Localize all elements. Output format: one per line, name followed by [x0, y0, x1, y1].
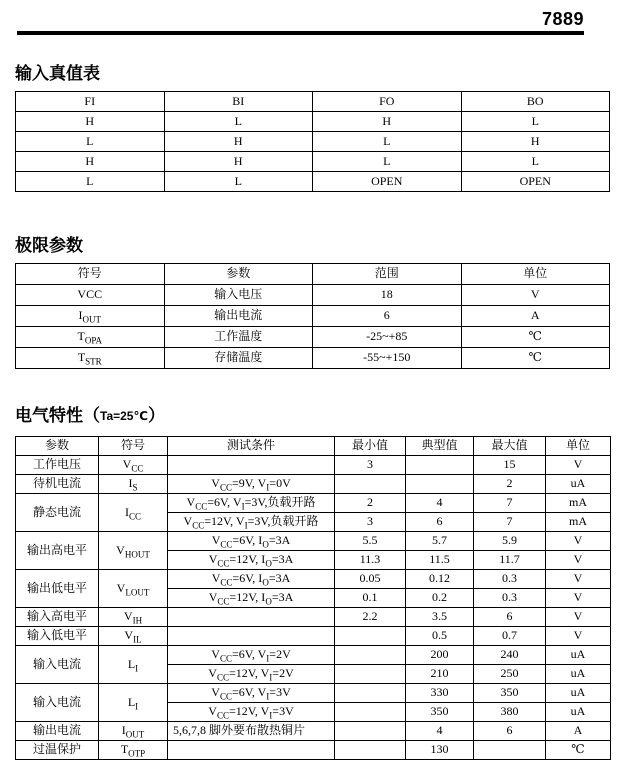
table-cell: L	[164, 172, 313, 192]
table-cell: -55~+150	[313, 348, 462, 369]
electrical-characteristics-table	[15, 436, 611, 760]
header-rule	[17, 31, 584, 35]
table-cell: 输出高电平	[16, 532, 99, 570]
table-cell: 工作电压	[16, 456, 99, 475]
table-cell: 输入电流	[16, 684, 99, 722]
electrical-title-text: 电气特性	[15, 406, 83, 425]
table-header-cell: 最小值	[335, 437, 406, 456]
table-row	[16, 112, 610, 132]
table-cell: 200	[406, 646, 474, 665]
table-cell: V	[546, 456, 611, 475]
table-cell: 输出低电平	[16, 570, 99, 608]
table-cell: uA	[546, 475, 611, 494]
table-row	[16, 684, 611, 703]
table-cell: 0.1	[335, 589, 406, 608]
table-header-cell: 最大值	[474, 437, 546, 456]
table-cell: $L_I$	[99, 646, 168, 684]
table-header-cell: 单位	[461, 264, 610, 285]
table-cell: $T_{OTP}$	[99, 741, 168, 760]
table-cell: A	[546, 722, 611, 741]
table-cell: 待机电流	[16, 475, 99, 494]
table-cell: ℃	[461, 327, 610, 348]
table-cell: H	[313, 112, 462, 132]
table-row	[16, 722, 611, 741]
table-cell: 350	[474, 684, 546, 703]
table-cell: 输入电流	[16, 646, 99, 684]
table-cell: 静态电流	[16, 494, 99, 532]
table-cell: 6	[406, 513, 474, 532]
table-header-row	[16, 92, 610, 112]
table-cell	[335, 684, 406, 703]
table-cell: 0.3	[474, 589, 546, 608]
table-cell: $I_{OUT}$	[99, 722, 168, 741]
table-cell: 过温保护	[16, 741, 99, 760]
electrical-paren-close: ）	[148, 406, 165, 425]
table-cell: 5.9	[474, 532, 546, 551]
limit-table-head	[16, 264, 610, 285]
table-cell: 0.12	[406, 570, 474, 589]
table-cell: 240	[474, 646, 546, 665]
table-cell: 7	[474, 513, 546, 532]
table-cell	[168, 608, 335, 627]
table-header-cell: 符号	[99, 437, 168, 456]
table-cell: $V_{IL}$	[99, 627, 168, 646]
table-cell: 250	[474, 665, 546, 684]
table-row	[16, 152, 610, 172]
table-cell: 11.5	[406, 551, 474, 570]
table-cell	[335, 646, 406, 665]
table-header-cell: 范围	[313, 264, 462, 285]
electrical-condition-note: Ta=25℃	[100, 409, 148, 423]
table-cell: OPEN	[313, 172, 462, 192]
table-cell: 6	[474, 608, 546, 627]
table-cell: 4	[406, 494, 474, 513]
table-header-cell: BO	[461, 92, 610, 112]
table-cell: L	[313, 152, 462, 172]
table-row	[16, 348, 610, 369]
table-cell	[406, 475, 474, 494]
table-cell: $I_{OUT}$	[16, 306, 165, 327]
table-cell: 11.7	[474, 551, 546, 570]
table-cell: 2	[335, 494, 406, 513]
table-header-cell: 单位	[546, 437, 611, 456]
section-title-limit-params: 极限参数	[15, 236, 83, 255]
truth-table-head	[16, 92, 610, 112]
table-cell: 5,6,7,8 脚外要布散热铜片	[168, 722, 335, 741]
table-cell: $V_{CC}=12V$, $I_O=3A$	[168, 551, 335, 570]
table-cell: uA	[546, 703, 611, 722]
table-row	[16, 494, 611, 513]
table-cell: 输出电流	[164, 306, 313, 327]
table-cell: 0.7	[474, 627, 546, 646]
table-cell: $V_{CC}=12V$, $V_I=3V$	[168, 703, 335, 722]
table-cell: 130	[406, 741, 474, 760]
elec-table-body	[16, 456, 611, 760]
table-cell: 15	[474, 456, 546, 475]
table-cell: 工作温度	[164, 327, 313, 348]
limit-params-table	[15, 263, 610, 369]
table-row	[16, 532, 611, 551]
table-cell: H	[164, 152, 313, 172]
table-cell	[335, 627, 406, 646]
table-cell: 6	[313, 306, 462, 327]
table-header-row	[16, 264, 610, 285]
table-cell: $V_{CC}=6V$, $V_I=3V$,负载开路	[168, 494, 335, 513]
table-row	[16, 608, 611, 627]
table-cell: $V_{HOUT}$	[99, 532, 168, 570]
table-cell: $V_{CC}=6V$, $V_I=2V$	[168, 646, 335, 665]
table-cell: 6	[474, 722, 546, 741]
table-cell: 11.3	[335, 551, 406, 570]
table-header-cell: 测试条件	[168, 437, 335, 456]
table-cell: $V_{LOUT}$	[99, 570, 168, 608]
table-cell: $V_{IH}$	[99, 608, 168, 627]
document-number: 7889	[541, 9, 584, 29]
table-cell: ℃	[461, 348, 610, 369]
table-cell: 4	[406, 722, 474, 741]
table-cell: 0.05	[335, 570, 406, 589]
table-cell: $T_{OPA}$	[16, 327, 165, 348]
table-row	[16, 570, 611, 589]
table-header-row	[16, 437, 611, 456]
table-cell: 210	[406, 665, 474, 684]
table-header-cell: 参数	[16, 437, 99, 456]
table-cell: 输出电流	[16, 722, 99, 741]
table-cell: L	[16, 172, 165, 192]
table-cell: $L_I$	[99, 684, 168, 722]
table-header-cell: 符号	[16, 264, 165, 285]
table-row	[16, 456, 611, 475]
table-cell: 3	[335, 456, 406, 475]
table-row	[16, 646, 611, 665]
table-header-cell: FO	[313, 92, 462, 112]
table-cell: $V_{CC}=9V$, $V_I=0V$	[168, 475, 335, 494]
table-cell: 5.5	[335, 532, 406, 551]
limit-table-body	[16, 285, 610, 369]
table-cell: 2.2	[335, 608, 406, 627]
table-row	[16, 627, 611, 646]
table-cell: A	[461, 306, 610, 327]
table-cell: $I_S$	[99, 475, 168, 494]
table-cell: V	[461, 285, 610, 306]
table-cell: 输入高电平	[16, 608, 99, 627]
table-cell	[474, 741, 546, 760]
table-cell: V	[546, 551, 611, 570]
table-cell: L	[461, 112, 610, 132]
table-cell: 3	[335, 513, 406, 532]
truth-table-body	[16, 112, 610, 192]
table-cell: L	[313, 132, 462, 152]
table-cell: 2	[474, 475, 546, 494]
table-cell: $V_{CC}=6V$, $V_I=3V$	[168, 684, 335, 703]
table-row	[16, 741, 611, 760]
table-cell: 3.5	[406, 608, 474, 627]
section-title-electrical	[15, 401, 165, 426]
table-cell: 0.2	[406, 589, 474, 608]
table-cell	[335, 703, 406, 722]
table-cell: $V_{CC}=12V$, $V_I=3V$,负载开路	[168, 513, 335, 532]
input-truth-table	[15, 91, 610, 192]
electrical-paren-open: （	[83, 406, 100, 425]
table-cell: $V_{CC}=6V$, $I_O=3A$	[168, 570, 335, 589]
table-row	[16, 132, 610, 152]
table-cell: 7	[474, 494, 546, 513]
table-header-cell: 典型值	[406, 437, 474, 456]
table-cell: $V_{CC}$	[99, 456, 168, 475]
table-cell	[168, 627, 335, 646]
table-cell: mA	[546, 513, 611, 532]
table-cell: -25~+85	[313, 327, 462, 348]
table-row	[16, 285, 610, 306]
table-row	[16, 306, 610, 327]
table-cell: uA	[546, 665, 611, 684]
table-cell: H	[461, 132, 610, 152]
table-cell	[335, 475, 406, 494]
table-cell: 0.3	[474, 570, 546, 589]
table-cell: uA	[546, 684, 611, 703]
table-cell: 5.7	[406, 532, 474, 551]
table-cell: L	[461, 152, 610, 172]
table-cell: $T_{STR}$	[16, 348, 165, 369]
table-cell: 0.5	[406, 627, 474, 646]
table-row	[16, 172, 610, 192]
table-cell: V	[546, 627, 611, 646]
table-cell: 输入低电平	[16, 627, 99, 646]
table-cell: L	[16, 132, 165, 152]
table-cell: mA	[546, 494, 611, 513]
table-cell: V	[546, 570, 611, 589]
table-cell	[168, 456, 335, 475]
table-row	[16, 327, 610, 348]
table-cell: 18	[313, 285, 462, 306]
table-cell: 存储温度	[164, 348, 313, 369]
table-cell: V	[546, 608, 611, 627]
table-cell: H	[16, 112, 165, 132]
table-cell: $V_{CC}=12V$, $V_I=2V$	[168, 665, 335, 684]
table-cell: L	[164, 112, 313, 132]
table-cell: H	[16, 152, 165, 172]
table-header-cell: BI	[164, 92, 313, 112]
table-cell: 330	[406, 684, 474, 703]
table-header-cell: FI	[16, 92, 165, 112]
table-cell: uA	[546, 646, 611, 665]
table-cell: 输入电压	[164, 285, 313, 306]
table-cell: $I_{CC}$	[99, 494, 168, 532]
table-cell: OPEN	[461, 172, 610, 192]
table-cell: $V_{CC}=12V$, $I_O=3A$	[168, 589, 335, 608]
section-title-truth-table: 输入真值表	[15, 64, 100, 83]
table-cell: VCC	[16, 285, 165, 306]
table-cell: V	[546, 589, 611, 608]
table-cell: $V_{CC}=6V$, $I_O=3A$	[168, 532, 335, 551]
table-cell	[335, 722, 406, 741]
table-cell: ℃	[546, 741, 611, 760]
table-cell: V	[546, 532, 611, 551]
table-cell	[168, 741, 335, 760]
table-cell	[406, 456, 474, 475]
table-cell: 380	[474, 703, 546, 722]
table-cell: 350	[406, 703, 474, 722]
table-cell	[335, 741, 406, 760]
table-header-cell: 参数	[164, 264, 313, 285]
table-row	[16, 475, 611, 494]
table-cell: H	[164, 132, 313, 152]
table-cell	[335, 665, 406, 684]
elec-table-head	[16, 437, 611, 456]
